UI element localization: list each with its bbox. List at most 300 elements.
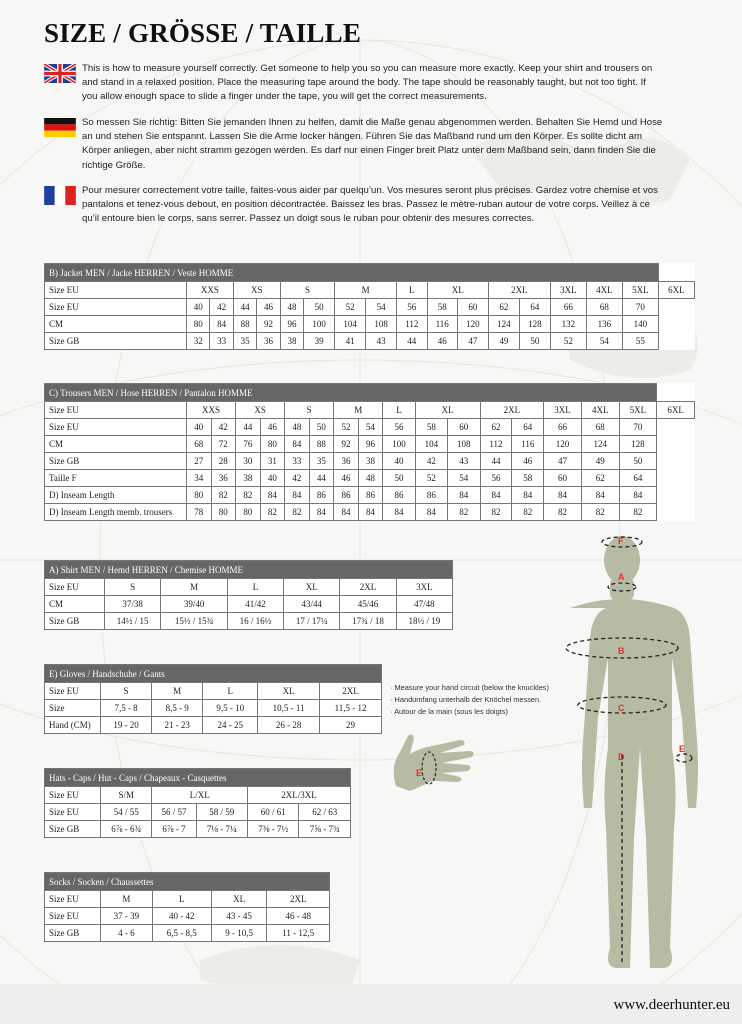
table-cell: 7⅛ - 7¼ (196, 821, 247, 838)
table-cell: 44 (236, 419, 261, 436)
table-cell: 58 (415, 419, 447, 436)
german-flag-icon (44, 118, 76, 137)
table-cell: 6⅞ - 7 (152, 821, 196, 838)
row-label: Size GB (45, 821, 101, 838)
table-cell: 86 (383, 487, 415, 504)
table-cell: 76 (236, 436, 261, 453)
table-cell: 42 (285, 470, 310, 487)
table-cell: 39/40 (161, 596, 228, 613)
table-cell: 52 (550, 333, 586, 350)
table-cell: 100 (304, 316, 335, 333)
table-cell: 64 (519, 299, 550, 316)
table-cell: 40 - 42 (152, 908, 211, 925)
table-title: A) Shirt MEN / Hemd HERREN / Chemise HOMME (45, 561, 453, 579)
table-cell: 80 (236, 504, 261, 521)
table-cell: 84 (334, 504, 359, 521)
size-cell: XXS (187, 282, 234, 299)
row-label: Size EU (45, 908, 101, 925)
table-cell: 50 (309, 419, 334, 436)
intro-french (44, 184, 664, 227)
french-flag-icon (44, 186, 76, 205)
table-cell: 68 (581, 419, 619, 436)
table-cell: 21 - 23 (152, 717, 203, 734)
table-row (45, 470, 695, 487)
table-cell: 47 (457, 333, 488, 350)
table-cell: 28 (211, 453, 236, 470)
table-cell: 8,5 - 9 (152, 700, 203, 717)
table-cell: 108 (366, 316, 397, 333)
table-cell: 42 (211, 419, 236, 436)
table-title: Hats - Caps / Hut - Caps / Chapeaux - Casquettes (45, 769, 351, 787)
table-cell: 80 (187, 487, 212, 504)
size-cell: XS (236, 402, 285, 419)
gloves-size-table (44, 664, 382, 734)
table-cell: 34 (187, 470, 212, 487)
table-cell: 54 (366, 299, 397, 316)
table-cell: 47 (544, 453, 582, 470)
table-cell: 48 (280, 299, 303, 316)
table-cell: 40 (187, 299, 210, 316)
table-row (45, 804, 351, 821)
table-cell: 17¾ / 18 (340, 613, 396, 630)
table-cell: 84 (285, 436, 310, 453)
table-row (45, 908, 330, 925)
table-cell: 52 (334, 419, 359, 436)
table-cell: 10,5 - 11 (258, 700, 320, 717)
table-cell: 46 (257, 299, 280, 316)
table-cell: 108 (448, 436, 480, 453)
table-cell: 33 (285, 453, 310, 470)
table-cell: 30 (236, 453, 261, 470)
table-cell: 120 (457, 316, 488, 333)
table-cell: 52 (335, 299, 366, 316)
table-cell: 78 (187, 504, 212, 521)
row-label: D) Inseam Length memb. trousers (45, 504, 187, 521)
table-cell: 80 (211, 504, 236, 521)
table-cell: M (101, 891, 153, 908)
table-cell: 82 (544, 504, 582, 521)
table-cell: 2XL (340, 579, 396, 596)
table-title: B) Jacket MEN / Jacke HERREN / Veste HOMME (45, 264, 659, 282)
table-cell: 38 (358, 453, 383, 470)
size-cell: XXS (187, 402, 236, 419)
table-cell: 7,5 - 8 (101, 700, 152, 717)
table-cell: 104 (415, 436, 447, 453)
table-cell: L (227, 579, 283, 596)
table-cell: 84 (415, 504, 447, 521)
table-cell: 46 (334, 470, 359, 487)
table-cell: 24 - 25 (203, 717, 258, 734)
hats-size-table (44, 768, 351, 838)
table-cell: 43 (366, 333, 397, 350)
table-cell: 66 (550, 299, 586, 316)
table-cell: 92 (257, 316, 280, 333)
table-cell: 48 (285, 419, 310, 436)
shirt-size-table (44, 560, 453, 630)
table-cell: 44 (233, 299, 256, 316)
table-cell: 104 (335, 316, 366, 333)
row-label: Size GB (45, 613, 105, 630)
table-cell: 64 (512, 419, 544, 436)
table-title: E) Gloves / Handschuhe / Gants (45, 665, 382, 683)
table-cell: 29 (320, 717, 382, 734)
table-cell: 120 (544, 436, 582, 453)
table-cell: 35 (233, 333, 256, 350)
size-cell: 2XL (480, 402, 544, 419)
head-marker-label: F (618, 536, 624, 546)
table-row (45, 925, 330, 942)
row-label: Size GB (45, 453, 187, 470)
table-row (45, 596, 453, 613)
table-cell: 84 (512, 487, 544, 504)
intro-text-french: Pour mesurer correctement votre taille, faites-vous aider par quelqu’un. Vos mesures seront plus précises. Gardez votre chemise et vos pantalons et tenez-vous debout, en position décontractée. Baissez les bras. Passez le mètre-ruban autour de votre corps. Veillez à ce qu’il entoure bien le corps, sans serrer. Passez un doigt sous le ruban pour obtenir des mesures correctes. (82, 185, 658, 225)
table-cell: 132 (550, 316, 586, 333)
table-cell: 92 (334, 436, 359, 453)
table-cell: 56 (397, 299, 427, 316)
row-label: CM (45, 316, 187, 333)
table-row (45, 683, 382, 700)
table-cell: 60 (544, 470, 582, 487)
table-cell: 84 (285, 487, 310, 504)
row-label: Size (45, 700, 101, 717)
table-cell: 66 (544, 419, 582, 436)
row-label: D) Inseam Length (45, 487, 187, 504)
table-cell: 50 (619, 453, 657, 470)
table-cell: 43 - 45 (211, 908, 266, 925)
table-cell: 55 (622, 333, 658, 350)
table-cell: 43/44 (284, 596, 340, 613)
neck-marker-label: A (618, 572, 625, 582)
table-cell: 50 (304, 299, 335, 316)
hand-measure-icon (388, 728, 488, 800)
table-cell: 43 (448, 453, 480, 470)
table-cell: 72 (211, 436, 236, 453)
table-cell: 48 (358, 470, 383, 487)
table-cell: 40 (260, 470, 285, 487)
table-cell: 82 (448, 504, 480, 521)
size-cell: 5XL (619, 402, 657, 419)
table-row (45, 579, 453, 596)
table-cell: 40 (383, 453, 415, 470)
size-cell: XS (233, 282, 280, 299)
table-cell: 18½ / 19 (396, 613, 452, 630)
row-label: CM (45, 436, 187, 453)
table-cell: 26 - 28 (258, 717, 320, 734)
row-label: Hand (CM) (45, 717, 101, 734)
size-cell: M (335, 282, 397, 299)
size-cell: S (285, 402, 334, 419)
table-cell: 44 (397, 333, 427, 350)
table-row (45, 316, 695, 333)
row-label: Size EU (45, 891, 101, 908)
table-cell: 41/42 (227, 596, 283, 613)
size-cell: 6XL (657, 402, 695, 419)
table-cell: S (101, 683, 152, 700)
size-cell: L (397, 282, 427, 299)
table-cell: 2XL (267, 891, 330, 908)
size-cell: 6XL (658, 282, 694, 299)
table-cell: 80 (187, 316, 210, 333)
table-cell: 52 (415, 470, 447, 487)
table-cell: 46 - 48 (267, 908, 330, 925)
table-cell: 38 (280, 333, 303, 350)
table-cell: 112 (397, 316, 427, 333)
size-cell: S (280, 282, 334, 299)
waist-marker-label: C (618, 703, 625, 713)
table-cell: 50 (383, 470, 415, 487)
table-cell: 41 (335, 333, 366, 350)
table-cell: 11 - 12,5 (267, 925, 330, 942)
table-row (45, 282, 695, 299)
table-cell: 58 (427, 299, 457, 316)
size-cell: XL (415, 402, 480, 419)
table-cell: M (161, 579, 228, 596)
uk-flag-icon (44, 64, 76, 83)
intro-text-english: This is how to measure yourself correctly. Get someone to help you so you can measure more exactly. Keep your shirt and trousers on and stand in a relaxed position. Place the measuring tape around the body. The tape should be reasonably taught, but not too tight. If you allow enough space to slide a finger under the tape, you will get the correct measurements. (82, 63, 653, 103)
table-cell: 7⅝ - 7¾ (299, 821, 351, 838)
website-link[interactable]: www.deerhunter.eu (613, 997, 730, 1013)
table-cell: 70 (619, 419, 657, 436)
table-cell: 54 (448, 470, 480, 487)
table-cell: 70 (622, 299, 658, 316)
table-cell: 56 (383, 419, 415, 436)
table-cell: 82 (236, 487, 261, 504)
hand-marker-label: E (416, 768, 423, 778)
table-cell: 82 (480, 504, 512, 521)
gloves-note-german: · Handumfang unterhalb der Knöchel messen. (390, 694, 549, 706)
table-cell: 19 - 20 (101, 717, 152, 734)
table-row (45, 504, 695, 521)
row-label: Size EU (45, 299, 187, 316)
row-label: Size GB (45, 925, 101, 942)
table-cell: 60 / 61 (248, 804, 299, 821)
table-cell: 62 (488, 299, 519, 316)
table-cell: 35 (309, 453, 334, 470)
table-row (45, 453, 695, 470)
table-row (45, 717, 382, 734)
table-cell: 82 (211, 487, 236, 504)
table-cell: XL (211, 891, 266, 908)
table-cell: 62 (480, 419, 512, 436)
table-cell: 44 (480, 453, 512, 470)
table-cell: 84 (544, 487, 582, 504)
row-label: Size EU (45, 683, 101, 700)
table-cell: 82 (619, 504, 657, 521)
table-row (45, 487, 695, 504)
page-title: SIZE / GRÖSSE / TAILLE (44, 18, 362, 48)
row-label: Size EU (45, 804, 101, 821)
table-cell: 50 (519, 333, 550, 350)
table-cell: 62 (581, 470, 619, 487)
table-cell: 4 - 6 (101, 925, 153, 942)
table-cell: 128 (519, 316, 550, 333)
table-cell: 49 (488, 333, 519, 350)
table-cell: 9,5 - 10 (203, 700, 258, 717)
row-label: Size EU (45, 282, 187, 299)
table-row (45, 333, 695, 350)
table-cell: 124 (488, 316, 519, 333)
table-cell: 96 (280, 316, 303, 333)
table-cell: 116 (512, 436, 544, 453)
row-label: Size EU (45, 787, 101, 804)
table-cell: 86 (358, 487, 383, 504)
table-cell: 17 / 17¼ (284, 613, 340, 630)
table-cell: 140 (622, 316, 658, 333)
table-cell: 36 (211, 470, 236, 487)
table-cell: 46 (427, 333, 457, 350)
size-cell: XL (427, 282, 488, 299)
table-cell: L (203, 683, 258, 700)
table-cell: 88 (233, 316, 256, 333)
table-cell: 42 (415, 453, 447, 470)
table-cell: 68 (187, 436, 212, 453)
table-cell: 84 (448, 487, 480, 504)
table-cell: 7⅜ - 7½ (248, 821, 299, 838)
table-cell: 82 (260, 504, 285, 521)
table-row (45, 787, 351, 804)
table-cell: 84 (260, 487, 285, 504)
table-cell: M (152, 683, 203, 700)
table-cell: 39 (304, 333, 335, 350)
table-cell: 124 (581, 436, 619, 453)
table-cell: 54 (586, 333, 622, 350)
table-cell: 84 (383, 504, 415, 521)
table-cell: 136 (586, 316, 622, 333)
table-cell: 100 (383, 436, 415, 453)
table-cell: 84 (619, 487, 657, 504)
table-cell: 112 (480, 436, 512, 453)
table-row (45, 402, 695, 419)
intro-german (44, 116, 664, 173)
table-cell: 36 (334, 453, 359, 470)
table-cell: 56 (480, 470, 512, 487)
table-cell: 3XL (396, 579, 452, 596)
table-cell: S/M (101, 787, 152, 804)
table-cell: 27 (187, 453, 212, 470)
table-cell: 37 - 39 (101, 908, 153, 925)
table-cell: 2XL (320, 683, 382, 700)
table-cell: S (105, 579, 161, 596)
table-cell: 84 (358, 504, 383, 521)
table-title: Socks / Socken / Chaussettes (45, 873, 330, 891)
size-cell: 4XL (586, 282, 622, 299)
table-cell: 128 (619, 436, 657, 453)
table-cell: 68 (586, 299, 622, 316)
row-label: CM (45, 596, 105, 613)
table-cell: 47/48 (396, 596, 452, 613)
table-cell: 54 / 55 (101, 804, 152, 821)
table-cell: 46 (260, 419, 285, 436)
table-cell: 42 (210, 299, 233, 316)
table-cell: XL (258, 683, 320, 700)
table-cell: 62 / 63 (299, 804, 351, 821)
table-cell: 84 (480, 487, 512, 504)
row-label: Size EU (45, 579, 105, 596)
table-cell: 58 (512, 470, 544, 487)
gloves-measure-notes (390, 682, 549, 718)
wrist-marker-label: E (679, 744, 686, 754)
table-cell: 86 (334, 487, 359, 504)
table-cell: 16 / 16½ (227, 613, 283, 630)
row-label: Size GB (45, 333, 187, 350)
row-label: Size EU (45, 402, 187, 419)
size-cell: 4XL (581, 402, 619, 419)
table-cell: 82 (285, 504, 310, 521)
socks-size-table (44, 872, 330, 942)
row-label: Taille F (45, 470, 187, 487)
table-cell: 58 / 59 (196, 804, 247, 821)
table-row (45, 299, 695, 316)
table-cell: 84 (309, 504, 334, 521)
table-cell: 96 (358, 436, 383, 453)
table-cell: 6,5 - 8,5 (152, 925, 211, 942)
size-cell: 3XL (544, 402, 582, 419)
size-cell: M (334, 402, 383, 419)
table-cell: XL (284, 579, 340, 596)
size-cell: 5XL (622, 282, 658, 299)
intro-text-german: So messen Sie richtig: Bitten Sie jemanden Ihnen zu helfen, damit die Maße genau abgenommen werden. Behalten Sie Hemd und Hose an und stehen Sie entspannt. Lassen Sie die Arme locker hängen. Führen Sie das Maßband rund um den Körper. Es sollte dicht am Körper anliegen, aber nicht stramm gezogen werden. Es darf nur einen Finger breit Platz unter dem Maßband sein, dann finden Sie die richtige Größe. (82, 117, 663, 171)
table-cell: 44 (309, 470, 334, 487)
table-cell: 11,5 - 12 (320, 700, 382, 717)
trousers-size-table (44, 383, 695, 521)
size-cell: L (383, 402, 415, 419)
table-cell: 82 (581, 504, 619, 521)
table-cell: 38 (236, 470, 261, 487)
table-cell: 49 (581, 453, 619, 470)
table-cell: 54 (358, 419, 383, 436)
table-row (45, 613, 453, 630)
table-cell: 82 (512, 504, 544, 521)
chest-marker-label: B (618, 646, 625, 656)
table-cell: 2XL/3XL (248, 787, 351, 804)
table-cell: 9 - 10,5 (211, 925, 266, 942)
row-label: Size EU (45, 419, 187, 436)
table-cell: 60 (448, 419, 480, 436)
body-measurement-figure (540, 530, 740, 980)
size-cell: 3XL (550, 282, 586, 299)
table-cell: 116 (427, 316, 457, 333)
table-cell: 45/46 (340, 596, 396, 613)
table-row (45, 821, 351, 838)
table-cell: 33 (210, 333, 233, 350)
size-cell: 2XL (488, 282, 550, 299)
table-row (45, 891, 330, 908)
table-cell: L (152, 891, 211, 908)
table-cell: 60 (457, 299, 488, 316)
table-title: C) Trousers MEN / Hose HERREN / Pantalon HOMME (45, 384, 657, 402)
table-cell: 84 (210, 316, 233, 333)
table-cell: 86 (415, 487, 447, 504)
gloves-note-english: · Measure your hand circuit (below the knuckles) (390, 682, 549, 694)
table-cell: 88 (309, 436, 334, 453)
jacket-size-table (44, 263, 695, 350)
table-cell: 46 (512, 453, 544, 470)
table-cell: 86 (309, 487, 334, 504)
table-cell: 36 (257, 333, 280, 350)
table-cell: 40 (187, 419, 212, 436)
table-row (45, 700, 382, 717)
table-cell: 32 (187, 333, 210, 350)
intro-english (44, 62, 664, 105)
table-cell: L/XL (152, 787, 248, 804)
table-cell: 37/38 (105, 596, 161, 613)
table-cell: 14½ / 15 (105, 613, 161, 630)
table-cell: 31 (260, 453, 285, 470)
table-cell: 6⅞ - 6¾ (101, 821, 152, 838)
gloves-note-french: · Autour de la main (sous les doigts) (390, 706, 549, 718)
table-cell: 15½ / 15¾ (161, 613, 228, 630)
table-row (45, 419, 695, 436)
